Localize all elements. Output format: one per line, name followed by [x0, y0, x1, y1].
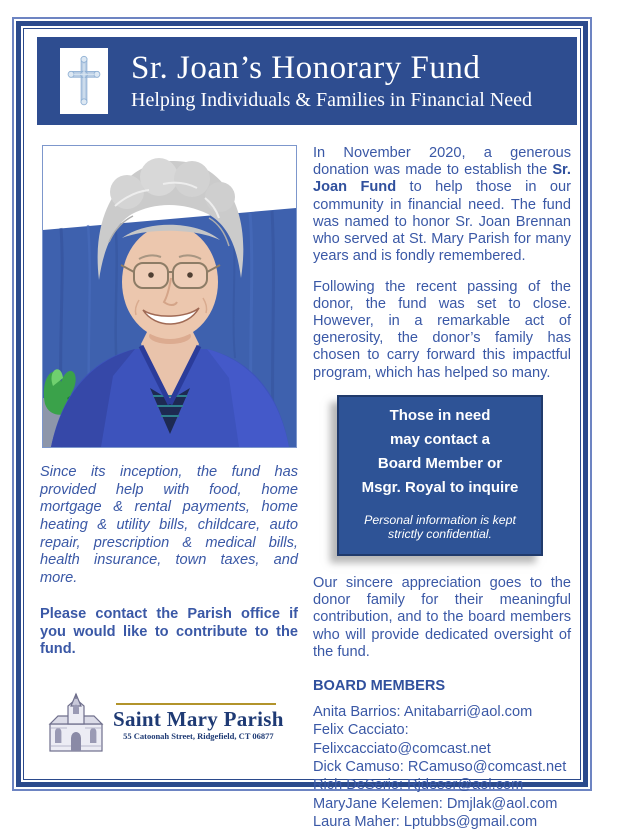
- contact-callout: [337, 395, 543, 556]
- contribute-paragraph: Please contact the Parish office if you would like to contribute to the fund.: [40, 606, 298, 658]
- board-member: Rich DeSerio: Rjdeser@aol.com: [313, 777, 524, 794]
- board-member: Anita Barrios: Anitabarri@aol.com: [313, 703, 533, 720]
- board-members-heading: BOARD MEMBERS: [313, 677, 446, 694]
- header-banner: [37, 37, 577, 125]
- main-content: [313, 145, 571, 832]
- board-member: Dick Camuso: RCamuso@comcast.net: [313, 759, 567, 776]
- intro-paragraph: [313, 145, 571, 266]
- appreciation-paragraph: Our sincere appreciation goes to the donor family for their meaningful contribution, and to the board members who will provide dedicated oversight of the fund.: [313, 574, 571, 660]
- intro-text-after: to help those in our community in financial need. The fund was named to honor Sr. Joan Brennan who served at St. Mary Parish for many years and is fondly remembered.: [313, 179, 572, 265]
- fund-name-bold: Sr. Joan Fund: [313, 162, 571, 196]
- donor-paragraph: Following the recent passing of the donor, the fund was set to close. However, in a remarkable act of generosity, the donor’s family has chosen to carry forward this impactful program, which has helped so many.: [313, 278, 571, 381]
- page-title: Sr. Joan’s Honorary Fund: [131, 49, 481, 86]
- board-member: Laura Maher: Lptubbs@gmail.com: [313, 814, 538, 831]
- board-member: Felix Cacciato: Felixcacciato@comcast.net: [313, 722, 491, 757]
- parish-address: 55 Catoonah Street, Ridgefield, CT 06877: [123, 731, 274, 742]
- parish-name: Saint Mary Parish: [113, 707, 284, 731]
- parish-logo-text: [113, 694, 284, 741]
- intro-text-before: In November 2020, a generous donation was made to establish the: [313, 145, 571, 179]
- confidentiality-note: Personal information is kept strictly confidential.: [364, 512, 516, 542]
- callout-line: may contact a: [389, 430, 491, 448]
- logo-gold-divider: [116, 703, 276, 705]
- board-members-list: [313, 703, 571, 832]
- banner-text: [131, 50, 532, 112]
- sr-joan-photo: [42, 145, 297, 448]
- callout-line: Msgr. Royal to inquire: [361, 478, 519, 496]
- page-subtitle: Helping Individuals & Families in Financial Need: [131, 89, 533, 112]
- church-icon: [45, 694, 107, 757]
- cross-icon: [60, 48, 108, 114]
- callout-line: Those in need: [389, 406, 491, 424]
- parish-logo: [45, 694, 284, 757]
- board-member: MaryJane Kelemen: Dmjlak@aol.com: [313, 795, 558, 812]
- fund-help-paragraph: Since its inception, the fund has provided help with food, home mortgage & rental payments, home heating & utility bills, childcare, auto repair, prescription & medical bills, health insurance, town taxes, and more.: [40, 464, 298, 586]
- callout-line: Board Member or: [377, 454, 503, 472]
